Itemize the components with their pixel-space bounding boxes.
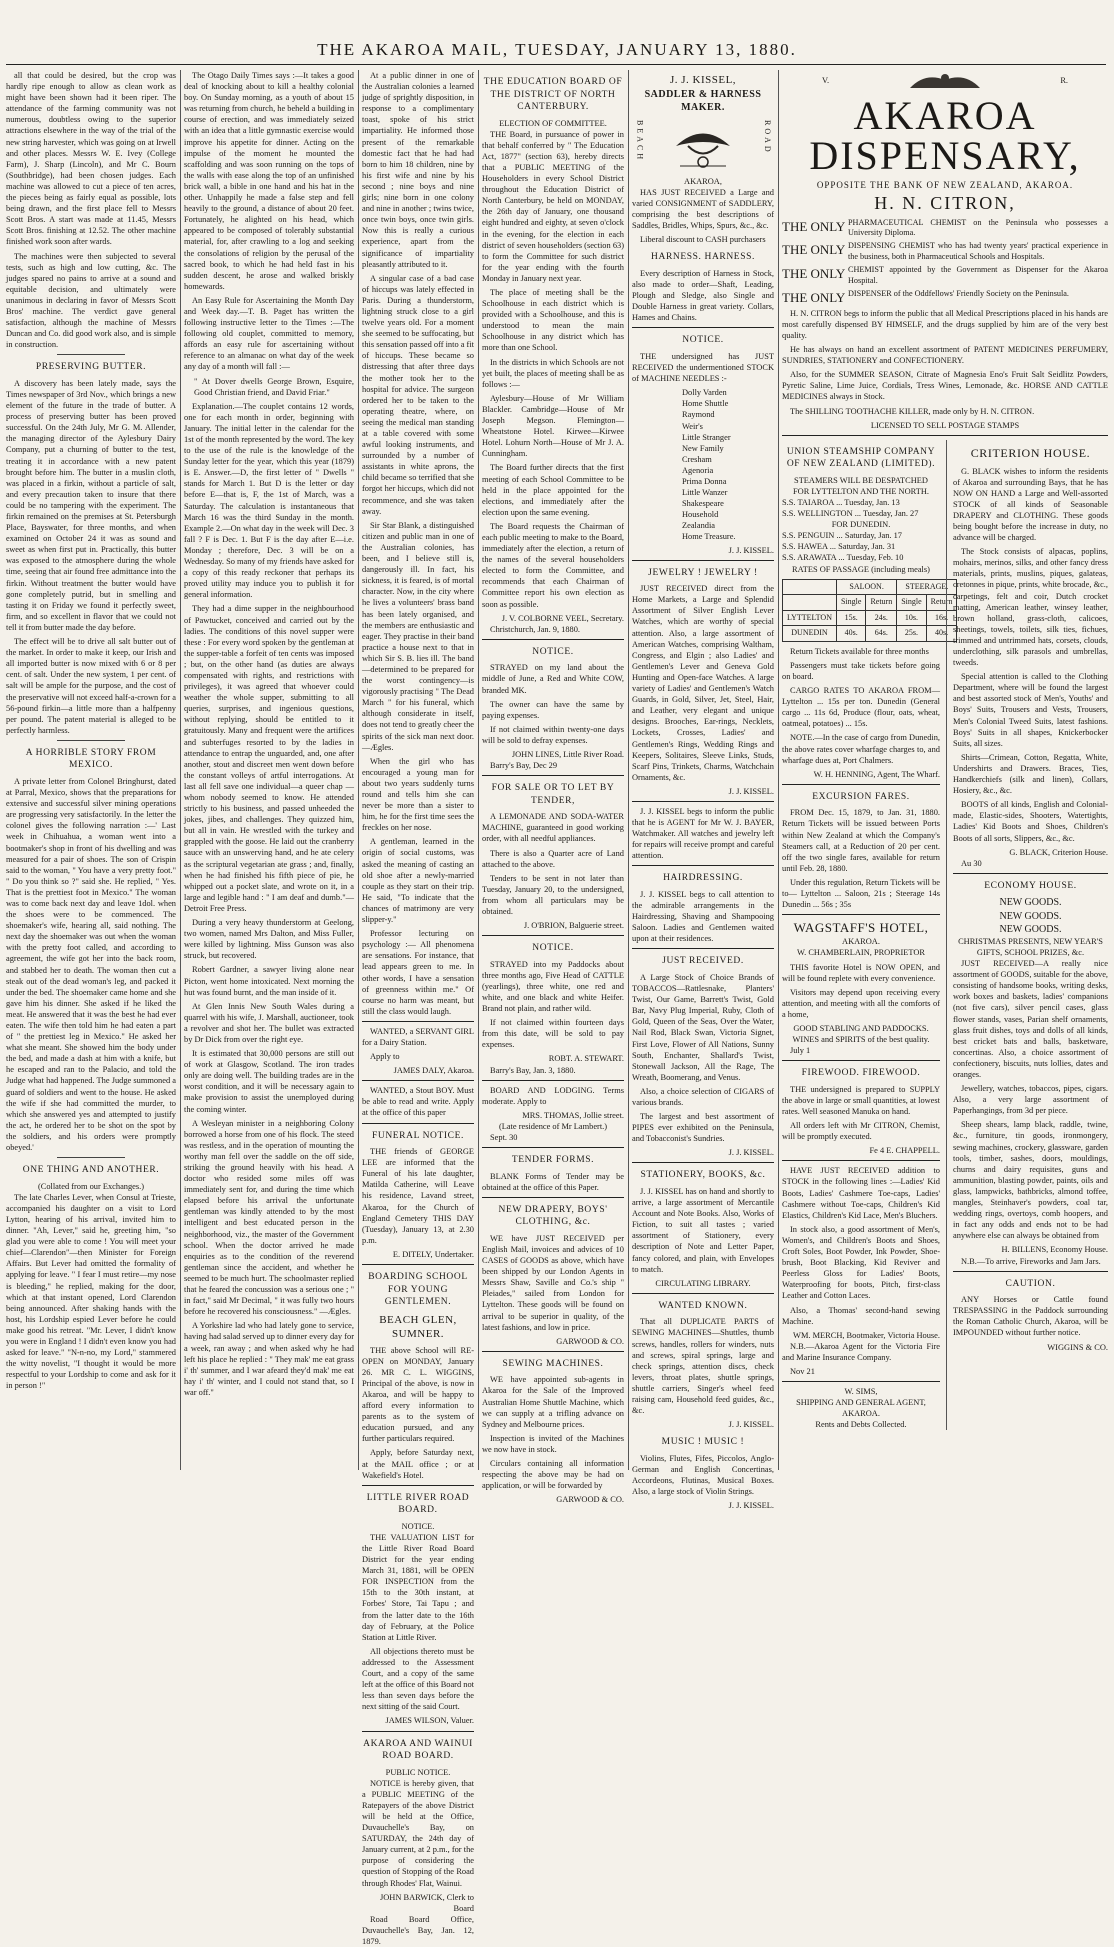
ad-boy: WANTED, a Stout BOY. Must be able to read and write. Apply at the office of this paper (362, 1086, 474, 1118)
divider (362, 1080, 474, 1081)
article-paragraph: A discovery has been lately made, says the Times newspaper of 3rd Nov., which brings a new element of the future in the trade of butter. A process of preserving butter has been proved successful. On the 24th July, Mr G. M. Allender, the managing director of the Aylesbury Dairy Company, put a churning of butter to the test, treating it in accordance with a new patent brought before him. The butter in a muslin cloth, was placed in a firkin, without a particle of salt, and every precaution taken to insure that there could be no tampering with the experiment. The firkin remained on the premises at St. Petersburgh Place, Bayswater, for three months, and when examined on October 24 it was as sound and sweet as when first put in. Practically, this butter was exposed to the atmosphere during the whole time, seeing that air found free admittance into the firkin. Without treatment the butter would have gone completely putrid, but in smelling and tasting it on Friday we found it perfectly sweet, firm, and so excellent in flavor that we could not tell it from butter made the day before. (6, 378, 176, 632)
ad-signature: WM. MERCH, Bootmaker, Victoria House. (793, 1330, 940, 1340)
ad-text: Road Board Office, Duvauchelle's Bay, Jan. 12, 1879. (362, 1914, 474, 1946)
ad-text: A Large Stock of Choice Brands of TOBACCOS—Rattlesnake, Planters' Twist, Our Game, Barrett's Twist, Gold Bar, Navy Plug Imperial, Ruby, Cloth of Gold, Queen of the Seas, Over the Water, Nail Rod, Black Swan, Victoria Signet, First Love, Flower of All Nations, Sunny South, Enchanter, Shallard's Twist, Stonewall Jackson, All the Rage, The Wreath, Boomerang, and Venus. (632, 972, 774, 1082)
ad-signature: MRS. THOMAS, Jollie street. (522, 1110, 624, 1120)
ad-signature: G. BLACK, Criterion House. (1009, 847, 1108, 857)
ad-text: NOTICE is hereby given, that a PUBLIC MEETING of the Ratepayers of the above District will be held at the Office, Duvauchelle's Bay, on SATURDAY, the 24th day of January current, at 2 p.m., for the purpose of considering the question of Stopping of the Road through Rhodes' Flat, Wainui. (362, 1778, 474, 1888)
ad-heading: JUST RECEIVED. (662, 956, 744, 967)
ad-text: J. J. KISSEL begs to call attention to the admirable arrangements in the Hairdressing, Shaving and Shampooing Saloon. Ladies and Gentlemen waited upon at their residences. (632, 889, 774, 944)
ad-text: Tenders to be sent in not later than Tuesday, January 20, to the undersigned, from whom all particulars may be obtained. (482, 873, 624, 916)
divider (632, 1293, 774, 1294)
ad-text: Nov 21 (790, 1366, 815, 1376)
ad-heading: MUSIC ! MUSIC ! (661, 1437, 745, 1448)
ad-text: Passengers must take tickets before going on board. (782, 660, 940, 681)
ad-signature: J. J. KISSEL. (728, 786, 774, 796)
ad-text: All objections thereto must be addressed to the Assessment Court, and a copy of the same left at the office of this Board not less than seven days before the next sitting of the said Court. (362, 1646, 474, 1712)
ad-heading: AKAROA AND WAINUI ROAD BOARD. (363, 1738, 473, 1762)
divider (782, 1381, 940, 1382)
headline: ONE THING AND ANOTHER. (22, 1165, 160, 1176)
ad-heading: FOR SALE OR TO LET BY TENDER, (491, 783, 615, 806)
ad-text: Circulars containing all information respecting the above may be had on application, or will be forwarded by (482, 1459, 624, 1491)
ad-heading: THE EDUCATION BOARD OF THE DISTRICT OF NORTH CANTERBURY. (483, 77, 623, 113)
article-paragraph: Professor lecturing on psychology :— All phenomena are sensations. For instance, that lead appears green to me. In other words, I have a sensation of greenness within me." Of course no harm was meant, but still the class would laugh. (362, 929, 474, 1016)
sub-column-left: UNION STEAMSHIP COMPANY OF NEW ZEALAND (LIMITED). STEAMERS WILL BE DESPATCHED FOR LYTTELTON AND THE NORTH. S.S. TAIAROA ... Tuesday, Jan. 13 S.S. WELLINGTON ... Tuesday, Jan. 27 FOR DUNEDIN. S.S. PENGUIN ... Saturday, Jan. 17 S.S. HAWEA ... Saturday, Jan. 31 S.S. ARAWATA ... Tuesday, Feb. 10 RATES OF PASSAGE (including meals) SALOON. STEERAGE. Single Return Single Return LYTTELTON 15s. 24s. 10s. 16s. DUNEDIN 40s. 64s. 25s. 40s. Return Tickets available for three months Passengers must take tickets before going on board. CARGO RATES TO AKAROA FROM— Lyttelton ... 15s per ton. Dunedin (General cargo ... 11s 6d, Produce (flour, oats, wheat, oatmeal, potatoes) ... 15s. NOTE.—In the case of cargo from Dunedin, the above rates cover wharfage charges to, and wharfage dues at, Port Chalmers. W. H. HENNING, Agent, The Wharf. EXCURSION FARES. FROM Dec. 15, 1879, to Jan. 31, 1880. Return Tickets will be issued between Ports within New Zealand at which the Company's Steamers call, at a Reduction of 20 per cent. off the two single fares, available for return until Feb. 28, 1880. Under this regulation, Return Tickets will be to— Lyttelton ... Saloon, 21s ; Steerage 14s Dunedin ... 56s ; 35s WAGSTAFF'S HOTEL, AKAROA. W. CHAMBERLAIN, PROPRIETOR THIS favorite Hotel is NOW OPEN, and will be found replete with every convenience. Visitors may depend upon receiving every attention, and meeting with all the comforts of a home, GOOD STABLING AND PADDOCKS. WINES and SPIRITS of the best quality. July 1 FIREWOOD. FIREWOOD. THE undersigned is prepared to SUPPLY the above in large or small quantities, at lowest rates. Well seasoned Manuka on hand. All orders left with Mr CITRON, Chemist, will be promptly executed. Fe 4 E. CHAPPELL. HAVE JUST RECEIVED addition to STOCK in the following lines :—Ladies' Kid Boots, Ladies' Cashmere Toe-caps, Ladies' Cashmere without Toe-caps, Children's Kid Elastics, Children's Kid Lace, Men's Bluchers. In stock also, a good assortment of Men's, Women's, and Children's Boots and Shoes, Croft Soles, Boot Powder, Ink Powder, Shoe-brush, Boot Blacking, Kid Reviver and Peerless Gloss for Ladies' Boots, Waterproofing for boots, Pitch, first-class Leather and Cotton Laces. Also, a Thomas' second-hand sewing Machine. WM. MERCH, Bootmaker, Victoria House. N.B.—Akaroa Agent for the Victoria Fire and Marine Insurance Company. Nov 21 W. SIMS, SHIPPING AND GENERAL AGENT, AKAROA. Rents and Debts Collected. (782, 440, 940, 1431)
ad-signature: ROBT. A. STEWART. (548, 1054, 624, 1064)
article-paragraph: During a very heavy thunderstorm at Geelong, two women, named Mrs Dalton, and Miss Fuller, were killed by lightning. Miss Gunson was also struck, but recovered. (184, 918, 354, 961)
ad-text: WE have JUST RECEIVED per English Mail, invoices and advices of 10 CASES of GOODS as above, which have been shipped by our London Agents in Messrs Shaw, Saville and Co.'s ship " Pleiades," sailed from London for Lyttelton. These goods will be found on arrival to be superior in quality, of the latest fashions, and low in price. (482, 1233, 624, 1332)
ad-heading: SEWING MACHINES. (502, 1358, 604, 1369)
fares-table: SALOON. STEERAGE. Single Return Single Return LYTTELTON 15s. 24s. 10s. 16s. DUNEDIN 40s. 64s. 25s. 40s. (782, 579, 957, 642)
divider (782, 435, 1108, 436)
ad-text: Shirts—Crimean, Cotton, Regatta, White, Undershirts and Drawers. Braces, Ties, Handkerchiefs (silk and linen), Collars, Hosiery, &c., &c. (953, 752, 1108, 796)
column-rule (628, 70, 629, 1470)
article-paragraph: It is estimated that 30,000 persons are still out of work at Glasgow, Scotland. The iron trades only are doing well. The building trades are in the worst condition, and it will be necessary again to make provision to assist the unemployed during the coming winter. (184, 1049, 354, 1114)
two-column-area (782, 440, 1108, 1431)
column-5 (632, 70, 774, 1511)
ad-heading: FUNERAL NOTICE. (371, 1130, 465, 1141)
masthead: THE AKAROA MAIL, TUESDAY, JANUARY 13, 1880. (317, 40, 797, 59)
column-2 (184, 70, 354, 1470)
ad-text: The Stock consists of alpacas, poplins, mohairs, merinos, silks, and other fancy dress materials, prints, muslins, piques, galateas, cretonnes in pique, prints, white brocade, &c., carpetings, felt and coir, Dutch crocket matting, American leather, winsey leather, brown holland, grass-cloth, calicoes, sheetings, towels, toilets, silk ties, fichues, trimmed and untrimmed hats, corsets, clouds, underclothing, silk parasols and umbrellas, tweeds. (953, 547, 1108, 668)
ad-text: The owner can have the same by paying expenses. (482, 699, 624, 720)
ad-heading: NOTICE. (532, 943, 574, 954)
ad-text: Au 30 (961, 858, 982, 868)
divider (632, 560, 774, 561)
ad-text: All orders left with Mr CITRON, Chemist, will be promptly executed. (782, 1121, 940, 1142)
headline: A HORRIBLE STORY FROM MEXICO. (25, 747, 157, 771)
ad-text: THE undersigned has JUST RECEIVED the undermentioned STOCK of MACHINE NEEDLES :- (632, 351, 774, 384)
table-row: LYTTELTON 15s. 24s. 10s. 16s. (783, 610, 957, 626)
column-rule (180, 70, 181, 1470)
ad-text: The place of meeting shall be the Schoolhouse in each district which is provided with a Schoolhouse, and this is understood to mean the main Schoolhouse in any district which has more than one School. (482, 288, 624, 353)
divider (782, 1060, 940, 1061)
table-row: DUNEDIN 40s. 64s. 25s. 40s. (783, 626, 957, 642)
ad-signature: E. DITELY, Undertaker. (392, 1249, 474, 1259)
ad-text: Under this regulation, Return Tickets will be to— Lyttelton ... Saloon, 21s ; Steerage 14s Dunedin ... 56s ; 35s (782, 877, 940, 910)
column-rule (778, 70, 779, 1470)
ad-text: JUST RECEIVED direct from the Home Markets, a Large and Splendid Assortment of Silver English Lever Watches, which are worthy of special attention. Also, a large assortment of American Watches, comprising Waltham, Congress, and Elgin ; also Ladies' and Gentlemen's Lever and Geneva Gold Hunting and Open-face Watches. A large variety of Ladies' and Gentlemen's Watch Guards, in Gold, Silver, Jet, Steel, Hair, and Leather, very elegant and unique designs. Brooches, Ear-rings, Necklets, Lockets, Crosses, Ladies' and Gentlemen's Rings, Wedding Rings and Keepers, Solitaires, Sleeve Links, Studs, Scarf Pins, Trinkets, Charms, Watchchain Ornaments, &c. (632, 584, 774, 782)
ad-heading: ECONOMY HOUSE. (984, 880, 1077, 891)
ad-text: There is also a Quarter acre of Land attached to the above. (482, 848, 624, 869)
divider (482, 1080, 624, 1081)
divider (632, 865, 774, 866)
ad-heading: CAUTION. (1005, 1278, 1056, 1289)
crest-row: V. R. (782, 70, 1108, 92)
divider (362, 1123, 474, 1124)
ad-text: Every description of Harness in Stock, also made to order—Shaft, Leading, Plough and Sledge, also Single and Double Harness in great variety. Collars, Hames and Chains. (632, 268, 774, 323)
article-paragraph: A singular case of a bad case of hiccups was lately effected in Paris. During a thunderstorm, lightning struck close to a girl twelve years old. For a moment she seemed to be suffocating, but this sensation passed off into a fit of hiccups. These became so distressing that after three days the mother took her to the hospital for advice. The surgeon ordered her to be taken to the operating theatre, where, on seeing the medical man standing at a table covered with some awful looking instruments, and surrounded by a number of assistants in white aprons, the child became so terrified that she forgot her hiccups, which did not recommence, and she was taken away. (362, 273, 474, 516)
ad-signature: J. J. KISSEL. (728, 545, 774, 555)
ad-text: In stock also, a good assortment of Men's, Women's, and Children's Boots and Shoes, Croft Soles, Boot Powder, Ink Powder, Shoe-brush, Boot Blacking, Kid Reviver and Peerless Gloss for Ladies' Boots, Waterproofing for boots, Pitch, first-class Leather and Cotton Laces. (782, 1224, 940, 1301)
column-rule (478, 70, 479, 1470)
ad-text: Jewellery, watches, tobaccos, pipes, cigars. Also, a very large assortment of Paperhangings, from 3d per piece. (953, 1084, 1108, 1116)
divider (482, 775, 624, 776)
ad-signature: JAMES WILSON, Valuer. (385, 1716, 474, 1726)
only-row: THE ONLY DISPENSER of the Oddfellows' Friendly Society on the Peninsula. (782, 288, 1069, 305)
royal-crest-icon (905, 70, 985, 92)
dispensary-owner: H. N. CITRON, (874, 192, 1016, 213)
ad-signature: JOHN LINES, Little River Road. (511, 750, 624, 759)
ad-signature: J. J. KISSEL. (728, 1148, 774, 1158)
ad-text: JUST RECEIVED—A really nice assortment of GOODS, suitable for the above, consisting of handsome books, writing desks, work boxes and baskets, ladies' companions (not five cars), silver pencil cases, glass flower stands, vases, Parian shelf ornaments, glass fruit dishes, toys and dolls of all kinds, best cricket bats and balls, basketware, concertinas. Also, a choice assortment of confectionery, biscuits, nuts lollies, dates and oranges. (953, 959, 1108, 1080)
ad-text: Apply, before Saturday next, at the MAIL office ; or at Wakefield's Hotel. (362, 1448, 474, 1480)
ad-text: July 1 (790, 1046, 811, 1056)
article-paragraph: A Yorkshire lad who had lately gone to service, having had salad served up to dinner every day for a week, ran away ; and when asked why he had left his place he replied : " They mak' me eat grass i' th' summer, and I war afeard they'd mak' me eat hay i' th' winter, and I could not stand that, so I war off." (184, 1321, 354, 1397)
article-paragraph: Robert Gardner, a sawyer living alone near Picton, went home intoxicated. Next morning the hut was found burnt, and the man inside of it. (184, 965, 354, 997)
divider (632, 327, 774, 328)
sub-column-right: CRITERION HOUSE. G. BLACK wishes to inform the residents of Akaroa and surrounding Bays, that he has NOW ON HAND a Large and Well-assorted STOCK of all kinds of Seasonable DRAPERY and CLOTHING. These goods being bought before the increase in duty, no advance will be charged. The Stock consists of alpacas, poplins, mohairs, merinos, silks, and other fancy dress materials, prints, muslins, piques, galateas, cretonnes in pique, prints, white brocade, &c., carpetings, felt and coir, Dutch crocket matting, American leather, winsey leather, brown holland, grass-cloth, calicoes, sheetings, towels, toilets, silk ties, fichues, trimmed and untrimmed hats, corsets, clouds, underclothing, silk parasols and umbrellas, tweeds. Special attention is called to the Clothing Department, where will be found the largest and best assorted stock of Men's, Youths' and Boys' Suits, Trousers and Vests, Trousers, Men's Colonial Tweed Suits, latest fashions. Boys' Suits in all shapes, Knickerbocker Suits, all sizes. Shirts—Crimean, Cotton, Regatta, White, Undershirts and Drawers. Braces, Ties, Handkerchiefs (silk and linen), Collars, Hosiery, &c., &c. BOOTS of all kinds, English and Colonial-made, Elastic-sides, Shooters, Watertights, Ladies' Kid Boots and Shoes, Children's Boots of all sorts, Slippers, &c., &c. G. BLACK, Criterion House. Au 30 ECONOMY HOUSE. NEW GOODS. NEW GOODS. NEW GOODS. CHRISTMAS PRESENTS, NEW YEAR'S GIFTS, SCHOOL PRIZES, &c. JUST RECEIVED—A really nice assortment of GOODS, suitable for the above, consisting of handsome books, writing desks, work boxes and baskets, ladies' companions (not five cars), silver pencil cases, glass flower stands, vases, Parian shelf ornaments, glass fruit dishes, toys and dolls of all kinds, best cricket bats and balls, basketware, concertinas. Also, a choice assortment of confectionery, biscuits, nuts lollies, dates and oranges. Jewellery, watches, tobaccos, pipes, cigars. Also, a very large assortment of Paperhangings, from 3d per piece. Sheep shears, lamp black, raddle, twine, &c., furniture, tin goods, ironmongery, sewing machines, crockery, glassware, garden tools, timber, sashes, doors, mouldings, churns and dairy requisites, guns and ammunition, blasting powder, paints, oils and glass, lampwicks, bathbricks, almond toffee, mangles, Steinhaver's powders, coal tar, wedding rings, overtoys, comb hoopers, and in fact any odds and ends not to be had anywhere else can always be obtained from H. BILLENS, Economy House. N.B.—To arrive, Fireworks and Jam Jars. CAUTION. ANY Horses or Cattle found TRESPASSING in the Paddock surrounding the Roman Catholic Church, Akaroa, will be IMPOUNDED without further notice. WIGGINS & CO. (953, 445, 1108, 1352)
ad-text: Inspection is invited of the Machines we now have in stock. (482, 1433, 624, 1454)
article-paragraph: all that could be desired, but the crop was hardly ripe enough to allow as clean work as might have been shown had it been riper. The attendance of the farming community was not numerous, doubtless owing to the superior attractions elsewhere in the way of the trial of the new string harvester, which was going on at Irwell and other places. Messrs W. E. Ivey (College Farm), J. Sharp (Lincoln), and Mr C. Bourn (Southbridge), had been chosen judges. Each machine was allowed to cut a piece of ten acres, the pieces being as fairly equal as possible, lots being drawn, and the first place fell to Messrs Scott Bros. A start was made at 11.45, Messrs Scott Bros. finishing at 12.52. The other machine finished work soon after wards. (6, 71, 176, 247)
article-paragraph: The effect will be to drive all salt butter out of the market. In order to make it keep, our Irish and all imported butter is now mixed with 6 or 8 per cent. of salt. Under the new system, 1 per cent. of salt will be ample for the purpose, and the cost of the preservative will not exceed half-a-crown for a 56-pound firkin—a little more than a halfpenny per pound. The patent material is alleged to be perfectly harmless. (6, 637, 176, 735)
ad-text: THIS favorite Hotel is NOW OPEN, and will be found replete with every convenience. (782, 962, 940, 983)
article-quote: " At Dover dwells George Brown, Esquire, Good Christian friend, and David Friar." (194, 376, 354, 397)
ad-subheading: ELECTION OF COMMITTEE. (499, 118, 607, 128)
ad-text: BLANK Forms of Tender may be obtained at the office of this Paper. (482, 1171, 624, 1192)
ad-text: The largest and best assortment of PIPES ever exhibited on the Peninsula, and Tobacconist's Sundries. (632, 1112, 774, 1144)
ad-heading: STATIONERY, BOOKS, &c. (640, 1170, 766, 1181)
ad-subheading: PUBLIC NOTICE. (385, 1767, 451, 1777)
ad-heading: NOTICE. (682, 335, 724, 346)
ad-signature: J. O'BRION, Balguerie street. (523, 921, 624, 931)
divider (482, 1351, 624, 1352)
ad-subheading: NOTICE. (401, 1521, 435, 1531)
ad-text: FROM Dec. 15, 1879, to Jan. 31, 1880. Return Tickets will be issued between Ports within New Zealand at which the Company's Steamers call, at a Reduction of 20 per cent. off the two single fares, available for return until Feb. 28, 1880. (782, 808, 940, 873)
ad-hotel: WAGSTAFF'S HOTEL, AKAROA. W. CHAMBERLAIN, PROPRIETOR (793, 920, 929, 958)
divider (57, 1157, 125, 1158)
divider (953, 1271, 1108, 1272)
divider (57, 740, 125, 741)
ad-heading: BOARDING SCHOOL FOR YOUNG GENTLEMEN. (368, 1272, 468, 1308)
ad-text: Special attention is called to the Clothing Department, where will be found the largest and best assorted stock of Men's, Youths' and Boys' Suits, Trousers and Vests, Trousers, Men's Colonial Tweed Suits, latest fashions. Boys' Suits in all shapes, Knickerbocker Suits, all sizes. (953, 672, 1108, 748)
ad-heading: JEWELRY ! JEWELRY ! (648, 567, 758, 578)
article-paragraph: The machines were then subjected to several tests, such as high and low cutting, &c. The judges spared no pains to arrive at a sound and equitable decision, and ultimately were unanimous in declaring in favor of Messrs Scott Bros' machine. The verdict gave general satisfaction, although the machine of Messrs Duncan and Co. did good work also, and is simple in construction. (6, 251, 176, 350)
divider (362, 1731, 474, 1732)
ad-heading: EXCURSION FARES. (812, 791, 910, 802)
ad-heading: WANTED KNOWN. (658, 1300, 748, 1311)
ad-text: Sept. 30 (490, 1133, 518, 1143)
ad-text: Also, for the SUMMER SEASON, Citrate of Magnesia Eno's Fruit Salt Seidlitz Powders, Pyretic Saline, Lime Juice, Cordials, Tress Wines, Lemonade, &c. HORSE AND CATTLE MEDICINES always in Stock. (782, 370, 1108, 402)
divider (362, 1264, 474, 1265)
subheadline: (Collated from our Exchanges.) (37, 1181, 145, 1191)
divider (482, 639, 624, 640)
ad-subheading: CHRISTMAS PRESENTS, NEW YEAR'S GIFTS, SCHOOL PRIZES, &c. (958, 936, 1103, 957)
ad-text: H. N. CITRON begs to inform the public that all Medical Prescriptions placed in his hands are most carefully dispensed BY HIMSELF, and the drugs supplied by him are of the very best quality. (782, 308, 1108, 340)
column-3 (362, 70, 474, 1946)
ad-signature: W. H. HENNING, Agent, The Wharf. (813, 769, 940, 779)
ad-servant: WANTED, a SERVANT GIRL for a Dairy Station. Apply to JAMES DALY, Akaroa. (362, 1026, 474, 1076)
ad-text: WE have appointed sub-agents in Akaroa for the Sale of the Improved Australian Home Shuttle Machine, which we can supply at a trifling advance on Sydney and Melbourne prices. (482, 1375, 624, 1429)
only-row: THE ONLY DISPENSING CHEMIST who has had twenty years' practical experience in the business, both in Pharmaceutical Schools and Hospitals. (782, 241, 1108, 262)
ad-text: STRAYED into my Paddocks about three months ago, Five Head of CATTLE (yearlings), three white, one red and white, and one black and white Heifer. Brand not plain, and rather wild. (482, 959, 624, 1014)
article-paragraph: A gentleman, learned in the origin of social customs, was asked the meaning of casting an old shoe after a newly-married couple as they start on their trip. He said, "To indicate that the chances of matrimony are very slipper-y." (362, 837, 474, 925)
ad-signature: J. J. KISSEL. (728, 1420, 774, 1430)
ad-text: Sheep shears, lamp black, raddle, twine, &c., furniture, tin goods, ironmongery, sewing machines, crockery, glassware, garden tools, timber, sashes, doors, mouldings, churns and dairy requisites, guns and ammunition, blasting powder, paints, oils and glass, lampwicks, bathbricks, almond toffee, mangles, Steinhaver's powders, coal tar, wedding rings, overtoys, comb hoopers, and in fact any odds and ends not to be had anywhere else can always be obtained from (953, 1120, 1108, 1241)
only-row: THE ONLY PHARMACEUTICAL CHEMIST on the Peninsula who possesses a University Diploma. (782, 217, 1108, 238)
column-1 (6, 70, 176, 1470)
ad-text: NOTE.—In the case of cargo from Dunedin, the above rates cover wharfage charges to, and wharfage dues at, Port Chalmers. (782, 733, 940, 765)
column-rule (358, 70, 359, 1470)
ad-heading: HARNESS. HARNESS. (651, 252, 755, 263)
ad-text: ANY Horses or Cattle found TRESPASSING in the Paddock surrounding the Roman Catholic Church, Akaroa, will be IMPOUNDED without further notice. (953, 1295, 1108, 1338)
divider (632, 801, 774, 802)
headline: PRESERVING BUTTER. (35, 362, 147, 373)
side-label: ROAD (763, 119, 772, 155)
article-paragraph: An Easy Rule for Ascertaining the Month Day and Week day.—T. B. Paget has written the following instructive letter to the Times :—The following old couplet, committed to memory, affords an easy rule for ascertaining without reference to an almanac on what day of the week any day of a month will fall :— (184, 295, 354, 372)
ad-text: BOARD AND LODGING. Terms moderate. Apply to (482, 1085, 624, 1106)
divider (782, 1160, 940, 1161)
article-paragraph: At Glen Innis New South Wales during a quarrel with his wife, J. Marshall, auctioneer, took a revolver and shot her. The bullet was extracted by Dr Dick from over the right eye. (184, 1001, 354, 1044)
dispensary-address: OPPOSITE THE BANK OF NEW ZEALAND, AKAROA. (816, 180, 1074, 190)
divider (482, 1197, 624, 1198)
ad-text: BOOTS of all kinds, English and Colonial-made, Elastic-sides, Shooters, Watertights, Ladies' Kid Boots and Shoes, Children's Boots of all sorts, Slippers, &c., &c. (953, 800, 1108, 843)
divider (782, 914, 940, 915)
ad-text: He has always on hand an excellent assortment of PATENT MEDICINES PERFUMERY, SUNDRIES, STATIONERY and CONFECTIONERY. (782, 345, 1108, 366)
article-paragraph: They had a dime supper in the neighbourhood of Pawtucket, conceived and carried out by the ladies. The conditions of this novel supper were these : For every word spoken by the gentleman at the supper-table a forfeit of ten cents was imposed ; but, on the other hand (as duties are always compensated with rights, and restrictions with privileges), it was agreed that whoever could weather the whole supper, submitting to all queries, surprises, and ingenious questions, without replying, should be entitled to it gratuitously. Many and frequent were the artifices and subterfuges resorted to by the ladies in attendance to entrap the unguarded, and, one after another, stout and discreet men went down before the constant volleys of artful interrogations. At last all fell save one individual—a queer chap —whom nobody seemed to know. He attended strictly to his business, and passed unheeded the jokes, jibes, and challenges. They quizzed him, but all in vain. He wrestled with the turkey and grappled with the goose. He laid out the cranberry sauce with an unswerving hand, and he ate celery as the scriptural vegetarian ate grass ; and, finally, when he had finished his fifth piece of pie, he whipped out a pocket slate, and wrote on it, in a large and legible hand : " I am deaf and dumb."— Detroit Free Press. (184, 604, 354, 913)
only-row: THE ONLY CHEMIST appointed by the Government as Dispenser for the Akaroa Hospital. (782, 264, 1108, 285)
ad-text: N.B.—To arrive, Fireworks and Jam Jars. (961, 1256, 1101, 1266)
ad-heading: TENDER FORMS. (511, 1155, 595, 1166)
divider (482, 935, 624, 936)
ad-text: G. BLACK wishes to inform the residents of Akaroa and surrounding Bays, that he has NOW ON HAND a Large and Well-assorted STOCK of all kinds of Seasonable DRAPERY and CLOTHING. These goods being bought before the increase in duty, no advance will be charged. (953, 466, 1108, 543)
ad-text: Christchurch, Jan. 9, 1880. (490, 624, 581, 634)
ad-subheading: LICENSED TO SELL POSTAGE STAMPS (870, 420, 1020, 430)
ad-text: A LEMONADE AND SODA-WATER MACHINE, guaranteed in good working order, with all needful appliances. (482, 812, 624, 844)
divider (782, 784, 940, 785)
ad-school: BEACH GLEN, SUMNER. (379, 1313, 457, 1341)
side-label: BEACH (635, 119, 645, 163)
ad-text: N.B.—Akaroa Agent for the Victoria Fire and Marine Insurance Company. (782, 1341, 940, 1362)
ad-kissel: J. J. KISSEL, SADDLER & HARNESS MAKER. BEACH ROAD AKAROA, HAS JUST RECEIVED a Large and varied CONSIGNMENT of SADDLERY, comprising the best descriptions of Saddles, Bridles, Whips, Spurs, &c., &c. Liberal discount to CASH purchasers (632, 74, 774, 245)
ad-text: Also, a Thomas' second-hand sewing Machine. (782, 1305, 940, 1326)
ad-text: HAVE JUST RECEIVED addition to STOCK in the following lines :—Ladies' Kid Boots, Ladies' Cashmere Toe-caps, Ladies' Cashmere without Toe-caps, Children's Kid Elastics, Children's Kid Lace, Men's Bluchers. (782, 1166, 940, 1220)
ad-text: J. J. KISSEL has on hand and shortly to arrive, a large assortment of Mercantile Account and Note Books. Also, Works of Fiction, to suit all tastes ; varied assortment of Stationery, every description of Note and Letter Paper, fancy colored, and plain, with Envelopes to match. (632, 1187, 774, 1274)
ad-text: Barry's Bay, Dec 29 (490, 761, 558, 771)
ad-heading: FIREWOOD. FIREWOOD. (801, 1068, 921, 1079)
ad-signature: J. V. COLBORNE VEEL, Secretary. (501, 613, 624, 623)
article-paragraph: Sir Star Blank, a distinguished citizen and public man in one of the Australian colonies, has been, and I believe still is, dangerously ill. In fact, his sickness, it is feared, is of mortal character. Now, in the city where he lives a volunteers' brass band has been lately organised, and the members are enthusiastic and eager. They practise in their band practice a house next to that in which Sir S. B. lies ill. The band—determined to be prepared for the worst contingency—is vigorously practising " The Dead March " for his funeral, which although considerate in itself, does not tend to greatly cheer the spirits of the sick man next door.—Ægles. (362, 520, 474, 752)
ad-text: In the districts in which Schools are not yet built, the places of meeting shall be as follows :— (482, 357, 624, 389)
saddle-emblem-icon (668, 116, 738, 176)
ad-signature: GARWOOD & CO. (556, 1495, 624, 1505)
article-paragraph: The Otago Daily Times says :—It takes a good deal of knocking about to kill a healthy colonial boy. On Sunday morning, as a youth of about 15 was returning from church, he beheld a building in course of erection, and was immediately seized with an idea that a little gymnastic exercise would improve his appetite for dinner. Acting on the impulse of the moment he mounted the scaffolding and was soon running on the tops of the walls with ease along the top of an unfinished brick wall, a bible in one hand and his hat in the other. Unhappily he made a false step and fell heavily to the ground, a distance of about 20 feet. Fortunately, he alighted on his head, which appeared to be composed of tolerably substantial material, for, after crawling to a log and seeking the consolations of religion by the perusal of the sacred book, to which he had held fast in his sudden descent, he arose and walked briskly homewards. (184, 71, 355, 291)
ad-text: THE VALUATION LIST for the Little River Road Board District for the year ending March 31, 1881, will be OPEN FOR INSPECTION from the 15th to the 30th instant, at Forbes' Store, Tai Tapu ; and from the latter date to the 16th day of February, at the Police Station at Little River. (362, 1532, 474, 1642)
ad-text: Return Tickets available for three months (790, 646, 929, 656)
ad-heading: UNION STEAMSHIP COMPANY OF NEW ZEALAND (LIMITED). (786, 446, 936, 470)
ad-subheading: STEAMERS WILL BE DESPATCHED (794, 475, 928, 485)
ad-text: The SHILLING TOOTHACHE KILLER, made only by H. N. CITRON. (790, 406, 1035, 416)
ad-text: If not claimed within twenty-one days will be sold to defray expenses. (482, 724, 624, 745)
article-paragraph: A private letter from Colonel Bringhurst, dated at Parral, Mexico, shows that the preparations for extensive and successful silver mining operations are progressing very satisfactorily. In the letter the colonel gives the following narration :—' Last week in Chihuahua, a woman went into a bootmaker's shop in front of his dwelling and was measured for a pair of shoes. The son of Crispin said to the woman, " You have a very pretty foot." " Do you think so ?" said she. He replied, " Yes. That is the prettiest foot in Mexico." The woman was to come back next day and leave 1dol. when the shoes were to be commenced. The shoemaker's wife, hearing all, said nothing. The next day the shoemaker was out when the woman with the pretty foot called, and according to agreement, the wife got her into the back room, and stabbed her to death. The woman then cut a steak out of the dead woman's leg, and packed it under the bed. The shoemaker came home and she gave him his dinner. She asked if he liked the meat. He answered that it was the best he had ever eaten. The wife then told him he had eaten a part of " the prettiest leg in Mexico." He asked her what she meant. She showed him the body under the bed, and made a dash at him with a knife, but he escaped and ran to the Palacio, and told the Judge what had happened. The Judge summoned a guard of soldiers and went to the house. He asked the wife if she had committed the murder, to which she answered yes and attempted to justify the act, he ordered her to be shot on the spot by the soldiers, and his orders were promptly obeyed.' (6, 776, 176, 1153)
ad-text: Aylesbury—House of Mr William Blackler. Cambridge—House of Mr Joseph Megson. Flemington—Wheatstone Hotel. Kirwee—Kirwee Hotel. Lohurn North—House of Mr J. A. Cunningham. (482, 393, 624, 459)
ad-heading: NOTICE. (532, 646, 574, 657)
ad-signature: GARWOOD & CO. (556, 1336, 624, 1346)
divider (362, 1485, 474, 1486)
ad-signature: H. BILLENS, Economy House. (1001, 1245, 1108, 1255)
ad-heading: LITTLE RIVER ROAD BOARD. (366, 1492, 470, 1516)
ad-heading: NEW DRAPERY, BOYS' CLOTHING, &c. (498, 1204, 608, 1228)
column-rule (946, 440, 947, 1431)
ad-text: The Board requests the Chairman of each public meeting to make to the Board, immediately after the election, a return of the names of the several householders elected to form the Committee, and recommends that each Chairman of Committee report his own election as soon as possible. (482, 521, 624, 609)
ad-signature: J. J. KISSEL. (728, 1501, 774, 1511)
ad-text: THE friends of GEORGE LEE are informed that the Funeral of his late daughter, Matilda Catherine, will Leave his residence, Lavand street, Akaroa, for the Church of England Cemetery THIS DAY (Tuesday), January 13, at 2.30 p.m. (362, 1147, 474, 1245)
ad-text: That all DUPLICATE PARTS of SEWING MACHINES—Shuttles, thumb screws, handles, rollers for winders, nuts and screws, spiral springs, large and check springs, attention discs, check levers, throat plates, shuttle springs, shuttle carriers, Singer's wheel feed raising cam, Household feed guides, &c., &c. (632, 1317, 774, 1416)
ad-subheading: CIRCULATING LIBRARY. (655, 1278, 751, 1288)
divider (632, 1162, 774, 1163)
ad-signature: Fe 4 E. CHAPPELL. (869, 1146, 940, 1156)
divider (362, 1021, 474, 1022)
ad-heading: CRITERION HOUSE. (970, 445, 1091, 460)
divider (57, 354, 125, 355)
ad-text: CARGO RATES TO AKAROA FROM— Lyttelton ... 15s per ton. Dunedin (General cargo ... 11s 6d, Produce (flour, oats, wheat, oatmeal, potatoes) ... 15s. (782, 686, 940, 729)
divider (482, 1147, 624, 1148)
column-6 (782, 70, 1108, 1470)
divider (632, 948, 774, 949)
ad-signature: JOHN BARWICK, Clerk to Board (380, 1892, 474, 1913)
divider (953, 873, 1108, 874)
dispensary-title: AKAROA DISPENSARY, (809, 93, 1081, 178)
article-paragraph: A Wesleyan minister in a neighboring Colony borrowed a horse from one of his flock. The steed was restless, and in the operation of mounting the worthy man fell over the saddle on the off side, striking the ground heavily with his head. A doctor who resided some miles off was immediately sent for, and during the time which elapsed before his arrival the unfortunate gentleman was kindly attended to by the most intelligent and best educated person in the neighborhood, viz., the master of the Government school. When the doctor arrived he made enquiries as to the condition of the reverend gentleman since the accident, and whether he seemed to be much hurt. The schoolmaster replied that he feared the concussion was a serious one ; " in fact," said Mr Decimal, " it was fully two hours before he recovered his consciousness." —Ægles. (184, 1118, 354, 1317)
ad-text: Violins, Flutes, Fifes, Piccolos, Anglo-German and English Concertinas, Accordeons, Flutinas, Musical Boxes. Also, a large stock of Violin Strings. (632, 1453, 774, 1497)
article-paragraph: The late Charles Lever, when Consul at Trieste, accompanied his daughter on a visit to Lord Lytton, hearing of his arrival, invited him to dinner. "Ah, Lever," said he, greeting him, "so glad you were able to come ! You will meet your chief—Clarendon"—then Minister for Foreign Affairs. But Lever had omitted the formality of applying for leave. " I fear I must retire—my nose is bleeding," he replied, making for the door, which at that instant opened, Lord Clarendon being announced. After shaking hands with the host, his Lordship espied Lever before he could make good his retreat. "Mr. Lever, I didn't know you were in England ! I didn't even know you had asked for leave." "N-n-no, my Lord," stammered the witty novelist, "I thought it would be more respectful to your Lordship to come and ask for it in person !" (6, 1192, 176, 1391)
article-paragraph: Explanation.—The couplet contains 12 words, one for each month in order, beginning with January. The initial letter in the calendar for the 1st of the month represented by the word. The key to the use of the rule is the knowledge of the Sunday letter for the year, which this year (1879) is E. Answer.—D, the first letter of " Dwells " stands for March 1. But D is the letter or day before E—that is, F, the 1st of March, was a Saturday. The calculation is instantaneous that March 16 was the third Sunday in the month. Example 2.—On what day in the week will Dec. 3 fall ? F is Dec. 1. But F is the day after E—i.e. Monday ; therefore, Dec. 3 will be on a Wednesday. So many of my friends have asked for a copy of this ready reckoner that perhaps its proved utility may induce you to publish it for general information. (184, 401, 354, 600)
ad-heading: HAIRDRESSING. (663, 873, 743, 884)
needle-list: Dolly Varden Home Shuttle Raymond Weir's Little Stranger New Family Cresham Agenoria Prima Donna Little Wanzer Shakespeare Household Zealandia Home Treasure. (682, 388, 736, 542)
article-paragraph: At a public dinner in one of the Australian colonies a learned judge of sprightly disposition, in response to a complimentary toast, spoke of his strict impartiality. He informed those present of the remarkable domestic fact that he had had born to him 18 children, nine by his first wife and nine by his second ; nine boys and nine girls; nine born in one colony and nine in another ; twins twice, once twin boys, once twin girls. Now this is really a curious experience, apart from the significance of impartiality pleasantly attributed to it. (362, 71, 474, 269)
ad-text: J. J. KISSEL begs to inform the public that he is AGENT for Mr W. J. BAYER, Watchmaker. All watches and jewelry left for repairs will receive prompt and careful attention. (632, 806, 774, 861)
ad-text: If not claimed within fourteen days from this date, will be sold to pay expenses. (482, 1018, 624, 1050)
masthead-rule (6, 64, 1106, 65)
article-paragraph: When the girl who has encouraged a young man for about two years suddenly turns round and tells him she can never be more than a sister to him, he for the first time sees the freckles on her nose. (362, 756, 474, 833)
ad-subheading: (Late residence of Mr Lambert.) (498, 1121, 608, 1131)
ad-text: THE undersigned is prepared to SUPPLY the above in large or small quantities, at lowest rates. Well seasoned Manuka on hand. (782, 1084, 940, 1116)
ad-signature: WIGGINS & CO. (1047, 1342, 1108, 1352)
column-4 (482, 70, 624, 1505)
ad-text: THE above School will RE-OPEN on MONDAY, January 26. MR C. L. WIGGINS, Principal of the above, is now in Akaroa, and will be happy to afford every information to parents as to the system of education pursued, and any further particulars required. (362, 1345, 474, 1444)
ad-text: Barry's Bay, Jan. 3, 1880. (490, 1065, 576, 1075)
ad-text: Visitors may depend upon receiving every attention, and meeting with all the comforts of a home, (782, 987, 940, 1019)
ad-text: Also, a choice selection of CIGARS of various brands. (632, 1086, 774, 1108)
ad-text: THE Board, in pursuance of power in that behalf conferred by " The Education Act, 1877" (section 63), hereby directs that a PUBLIC MEETING of the Householders in every School District throughout the Education District of North Canterbury, be held on MONDAY, the 26th day of January, one thousand eight hundred and eighty, at seven o'clock in the evening, for the election in each district of seven householders (section 63) to form the Committee for such district for the year ending with the fourth Monday in January next year. (482, 129, 624, 283)
ad-text: The Board further directs that the first meeting of each School Committee to be held in the place appointed for the elections, and immediately after the election upon the same evening. (482, 463, 624, 517)
ad-text: STRAYED on my land about the middle of June, a Red and White COW, branded MK. (482, 663, 624, 695)
